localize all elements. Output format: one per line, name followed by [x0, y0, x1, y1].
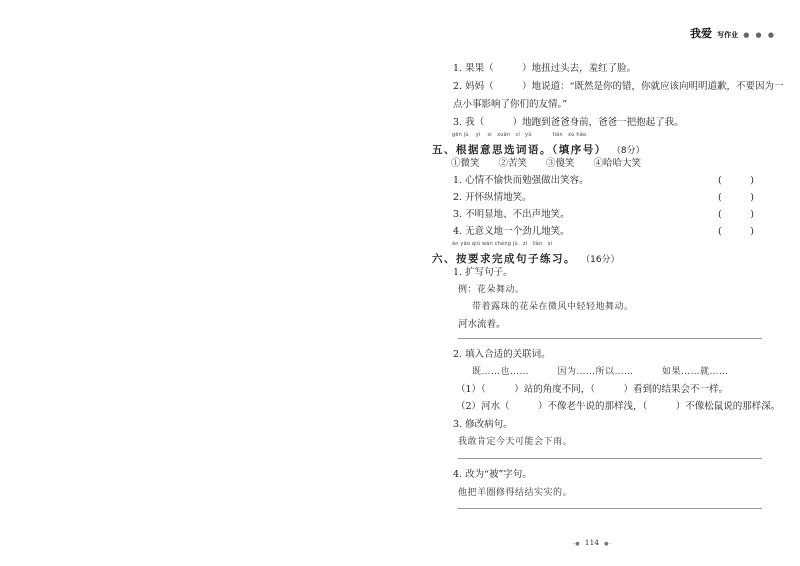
- section5-options: ①微笑 ②苦笑 ③傻笑 ④哈哈大笑: [451, 158, 642, 169]
- page-footer: [572, 530, 612, 549]
- section5-title: 五、根据意思选词语。（填序号）: [432, 144, 607, 156]
- s6-q4-label: 4. 改为“被”字句。: [453, 469, 532, 480]
- q4-line-4: 3. 我（ ）地跑到爸爸身前，爸爸一把抱起了我。: [453, 117, 684, 128]
- s6-q2-line2: （2）河水（ ）不像老牛说的那样浅，（ ）不像松鼠说的那样深。: [456, 401, 781, 412]
- s5-bracket-4[interactable]: ( ): [718, 226, 754, 237]
- s6-q1-example-answer: 带着露珠的花朵在微风中轻轻地舞动。: [472, 302, 634, 312]
- s6-q1-label: 1. 扩写句子。: [453, 267, 513, 278]
- brand-subtitle: 写作业: [717, 31, 739, 39]
- section5-pinyin: gēn jù yì si xuǎn cí yǔ tián xù hào: [452, 132, 587, 138]
- s5-item-2: 2. 开怀纵情地笑。: [453, 192, 532, 203]
- s5-item-1: 1. 心情不愉快而勉强做出笑容。: [453, 175, 589, 186]
- s5-bracket-3[interactable]: ( ): [718, 209, 754, 220]
- section6-title: 六、按要求完成句子练习。: [432, 253, 576, 265]
- s6-q4-sentence: 他把羊圈修得结结实实的。: [458, 488, 573, 498]
- s6-q1-prompt: 河水流着。: [458, 319, 506, 330]
- footer-deco-right: ●-·: [604, 541, 612, 547]
- s6-q3-label: 3. 修改病句。: [453, 419, 513, 430]
- s6-q4-answer-line[interactable]: [458, 508, 762, 509]
- q4-line-1: 1. 果果（ ）地扭过头去，羞红了脸。: [453, 63, 637, 74]
- s6-q2-words: 既……也…… 因为……所以…… 如果……就……: [472, 367, 729, 377]
- brand-title: 我爱: [690, 27, 712, 40]
- s6-q1-answer-line[interactable]: [458, 338, 762, 339]
- s5-item-3: 3. 不明显地、不出声地笑。: [453, 209, 570, 220]
- section5-score: （8分）: [611, 146, 645, 156]
- s6-q1-example: 例：花朵舞动。: [458, 285, 525, 295]
- page-number: 114: [584, 538, 600, 547]
- section6-pinyin: àn yāo qiú wán chéng jù zi liàn xí: [452, 241, 553, 247]
- footer-deco-left: ·-●: [572, 541, 580, 547]
- s6-q3-answer-line[interactable]: [458, 458, 762, 459]
- s5-bracket-2[interactable]: ( ): [718, 192, 754, 203]
- q4-line-2: 2. 妈妈（ ）地说道：“既然是你的错，你就应该向明明道歉，不要因为一: [453, 81, 784, 92]
- q4-line-3: 点小事影响了你们的友情。”: [453, 99, 568, 110]
- s6-q3-sentence: 我敢肯定今天可能会下雨。: [458, 437, 573, 447]
- s6-q2-line1: （1）（ ）站的角度不同，（ ）看到的结果会不一样。: [456, 384, 729, 395]
- brand-logo: [690, 22, 776, 41]
- brand-dots: ● ● ●: [743, 31, 776, 39]
- s5-bracket-1[interactable]: ( ): [718, 175, 754, 186]
- s6-q2-label: 2. 填入合适的关联词。: [453, 349, 551, 360]
- s5-item-4: 4. 无意义地一个劲儿地笑。: [453, 226, 570, 237]
- section6-score: （16分）: [581, 255, 620, 265]
